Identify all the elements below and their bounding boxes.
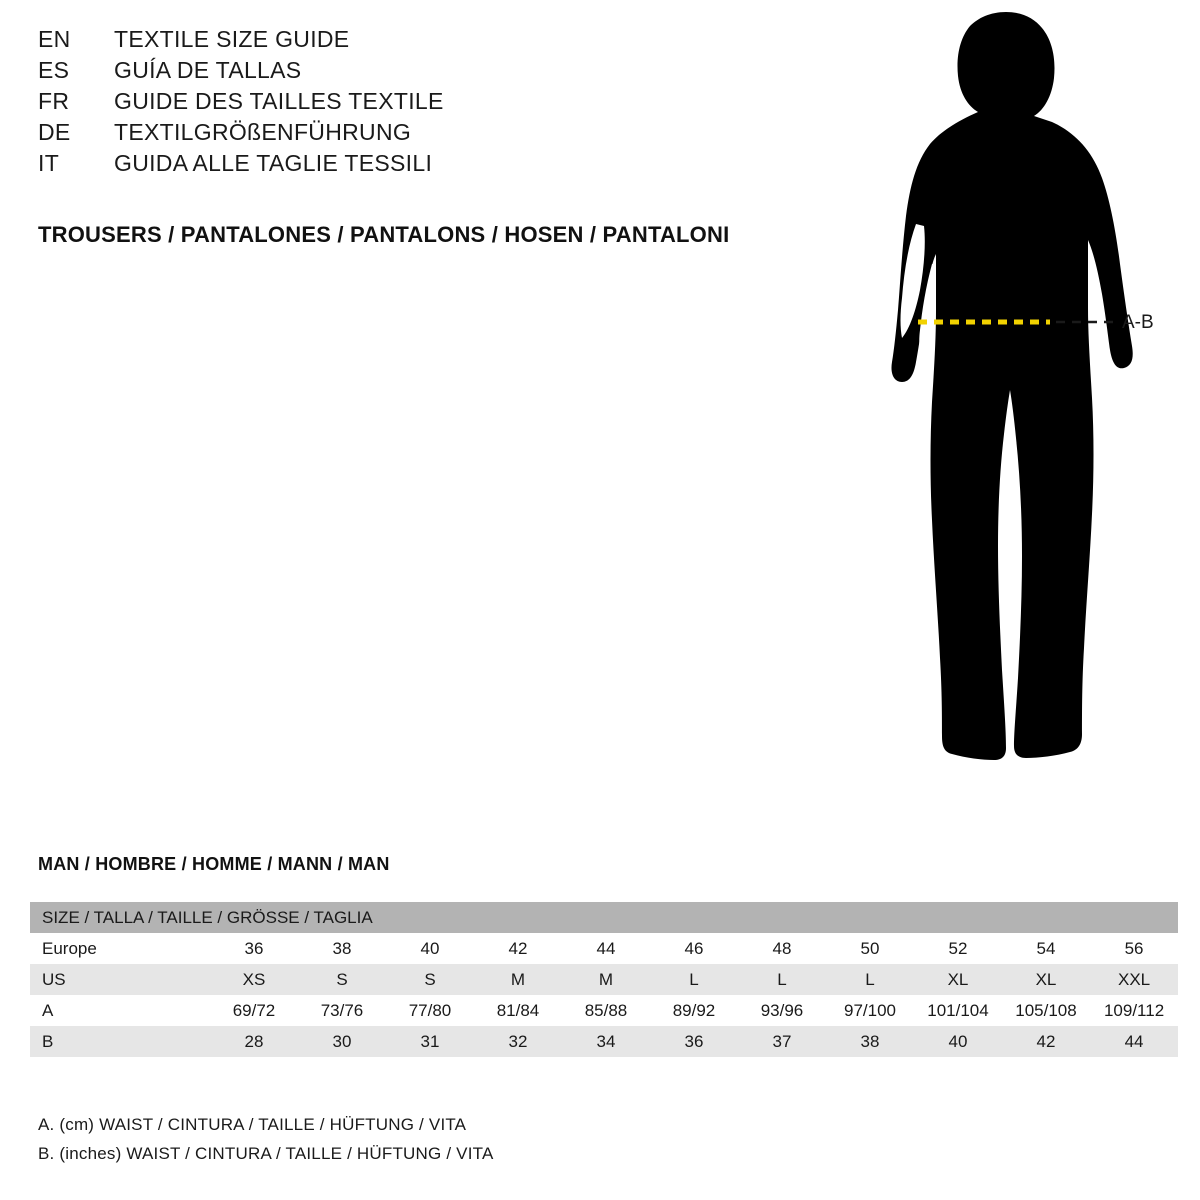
- table-row: [30, 933, 1178, 964]
- row-label: Europe: [42, 938, 97, 958]
- table-cell: 81/84: [496, 1000, 540, 1020]
- table-cell: 109/112: [1103, 1000, 1165, 1020]
- footnotes-block: [38, 1110, 494, 1168]
- male-silhouette-icon: [820, 10, 1200, 800]
- table-cell: 34: [596, 1031, 616, 1051]
- table-cell: 40: [420, 938, 440, 958]
- table-cell: L: [689, 969, 699, 989]
- language-code: EN: [38, 26, 71, 52]
- figure-illustration: [820, 10, 1200, 800]
- table-cell: M: [598, 969, 614, 989]
- size-table: [30, 902, 1178, 1057]
- table-cell: XS: [242, 969, 266, 989]
- garment-type-title: TROUSERS / PANTALONES / PANTALONS / HOSEN / PANTALONI: [38, 222, 730, 247]
- language-row: [38, 26, 778, 57]
- table-row: [30, 1026, 1178, 1057]
- row-label: US: [42, 969, 66, 989]
- table-cell: 37: [772, 1031, 792, 1051]
- table-corner-label: SIZE / TALLA / TAILLE / GRÖSSE / TAGLIA: [42, 907, 373, 927]
- table-cell: S: [336, 969, 348, 989]
- table-cell: 42: [1036, 1031, 1056, 1051]
- table-cell: XL: [1035, 969, 1057, 989]
- table-cell: 40: [948, 1031, 968, 1051]
- table-cell: 31: [420, 1031, 440, 1051]
- table-cell: 44: [1124, 1031, 1144, 1051]
- footnote-b: B. (inches) WAIST / CINTURA / TAILLE / HÜFTUNG / VITA: [38, 1144, 494, 1163]
- table-cell: 38: [860, 1031, 880, 1051]
- table-cell: 52: [948, 938, 968, 958]
- language-code: IT: [38, 150, 60, 176]
- footnote-a: A. (cm) WAIST / CINTURA / TAILLE / HÜFTUNG / VITA: [38, 1115, 467, 1134]
- language-code: DE: [38, 119, 71, 145]
- table-cell: S: [424, 969, 436, 989]
- table-cell: 105/108: [1015, 1000, 1077, 1020]
- language-row: [38, 88, 778, 119]
- table-cell: XXL: [1117, 969, 1151, 989]
- language-title: TEXTILE SIZE GUIDE: [114, 26, 350, 52]
- table-cell: 48: [772, 938, 792, 958]
- table-cell: 85/88: [584, 1000, 628, 1020]
- table-cell: 46: [684, 938, 704, 958]
- table-cell: 44: [596, 938, 616, 958]
- table-cell: 89/92: [672, 1000, 716, 1020]
- table-cell: 32: [508, 1031, 528, 1051]
- table-cell: 54: [1036, 938, 1056, 958]
- table-cell: 101/104: [927, 1000, 989, 1020]
- table-cell: 97/100: [844, 1000, 896, 1020]
- table-cell: 93/96: [760, 1000, 804, 1020]
- language-row: [38, 119, 778, 150]
- table-cell: XL: [947, 969, 969, 989]
- table-cell: 50: [860, 938, 880, 958]
- row-label: A: [42, 1000, 54, 1020]
- language-code: ES: [38, 57, 70, 83]
- table-row: [30, 964, 1178, 995]
- table-cell: 77/80: [408, 1000, 452, 1020]
- row-label: B: [42, 1031, 54, 1051]
- language-row: [38, 150, 778, 181]
- language-title: GUIDE DES TAILLES TEXTILE: [114, 88, 444, 114]
- table-group-heading: MAN / HOMBRE / HOMME / MANN / MAN: [38, 854, 390, 874]
- table-header-row: [30, 902, 1178, 933]
- table-cell: 28: [244, 1031, 264, 1051]
- table-cell: M: [510, 969, 526, 989]
- table-cell: L: [865, 969, 875, 989]
- table-cell: 56: [1124, 938, 1144, 958]
- language-code: FR: [38, 88, 70, 114]
- table-cell: 36: [244, 938, 264, 958]
- table-row: [30, 995, 1178, 1026]
- language-title: TEXTILGRÖßENFÜHRUNG: [114, 119, 412, 145]
- table-cell: 42: [508, 938, 528, 958]
- language-row: [38, 57, 778, 88]
- language-title: GUIDA ALLE TAGLIE TESSILI: [114, 150, 433, 176]
- table-cell: 30: [332, 1031, 352, 1051]
- table-cell: 36: [684, 1031, 704, 1051]
- language-title: GUÍA DE TALLAS: [114, 57, 302, 83]
- table-cell: 73/76: [320, 1000, 364, 1020]
- table-cell: 38: [332, 938, 352, 958]
- table-cell: L: [777, 969, 787, 989]
- table-cell: 69/72: [232, 1000, 276, 1020]
- language-header-block: [38, 26, 778, 181]
- measure-label-ab: A-B: [1122, 312, 1154, 333]
